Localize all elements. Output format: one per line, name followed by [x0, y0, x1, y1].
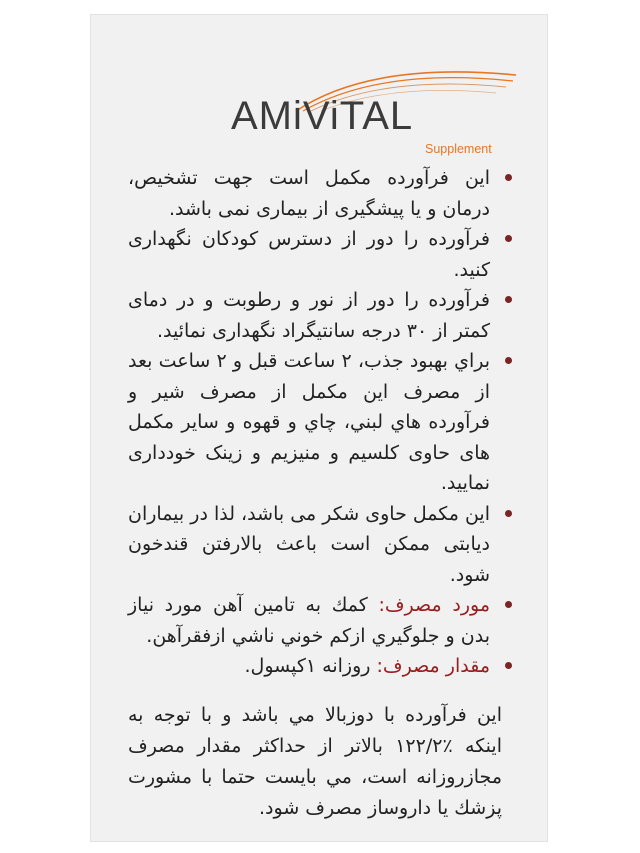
line: بعد از مصرف این مکمل از مصرف شیر	[128, 350, 490, 403]
bullet-dot-icon	[505, 174, 512, 181]
line: فرآورده را دور از دسترس کودکان	[202, 228, 490, 250]
line: این مکمل حاوی شکر می باشد، لذا در	[190, 502, 490, 525]
bullet-dot-icon	[505, 235, 512, 242]
label-text	[0, 163, 640, 824]
line: روزانه ۱کپسول.	[244, 655, 371, 677]
brand-subtitle: Supplement	[425, 142, 492, 156]
bullet-item	[128, 499, 502, 591]
bullet-dot-icon	[505, 601, 512, 608]
bullet-dot-icon	[505, 662, 512, 669]
line: این فرآورده مکمل است جهت تشخیص،	[128, 167, 490, 189]
line: مکمل های حاوی کلسیم و منیزیم و زینک	[128, 411, 491, 464]
line: كمك به تامين آهن مورد نياز	[128, 594, 368, 616]
line: فرآورده را دور از نور و رطوبت و در	[176, 289, 490, 311]
bullet-item	[128, 163, 502, 224]
line: دمای کمتر از ۳۰ درجه سانتیگراد	[128, 289, 490, 342]
line: خودداری نمایید.	[128, 441, 490, 494]
bullet-dot-icon	[505, 296, 512, 303]
brand-name: AMiViTAL	[231, 94, 414, 138]
bullet-dot-icon	[505, 510, 512, 517]
usage-label: مورد مصرف:	[378, 594, 490, 616]
line: با مشورت پزشك يا داروساز مصرف شود.	[128, 765, 502, 819]
line: بدن و جلوگيري ازكم خوني ناشي ازفقرآهن.	[146, 624, 490, 647]
line: بالارفتن قندخون شود.	[128, 533, 490, 586]
line: نگهداری کنید.	[128, 228, 490, 281]
line: و فرآورده هاي لبني، چاي و قهوه و سایر	[128, 380, 490, 433]
line: بیماران دیابتی ممکن است باعث	[128, 502, 490, 555]
bullet-item	[128, 346, 502, 499]
line: مصرف مجازروزانه است، مي بايست حتما	[128, 734, 502, 788]
bullet-item-usage	[128, 590, 502, 651]
high-dose-warning	[128, 700, 502, 824]
line: نگهداری نمائید.	[156, 319, 276, 342]
line: براي بهبود جذب، ۲ ساعت قبل و ۲ ساعت	[158, 350, 490, 372]
bullet-dot-icon	[505, 357, 512, 364]
bullet-item	[128, 285, 502, 346]
bullet-item-dosage	[128, 651, 502, 682]
bullet-item	[128, 224, 502, 285]
dosage-label: مقدار مصرف:	[376, 655, 490, 677]
line: درمان و یا پیشگیری از بیماری نمی باشد.	[168, 197, 490, 220]
line: به اینکه ٪۱۲۲/۲ بالاتر از حداکثر مقدار	[128, 703, 502, 757]
amivital-logo	[231, 53, 516, 163]
line: این فرآورده با دوزبالا مي باشد و با توجه	[153, 703, 502, 726]
